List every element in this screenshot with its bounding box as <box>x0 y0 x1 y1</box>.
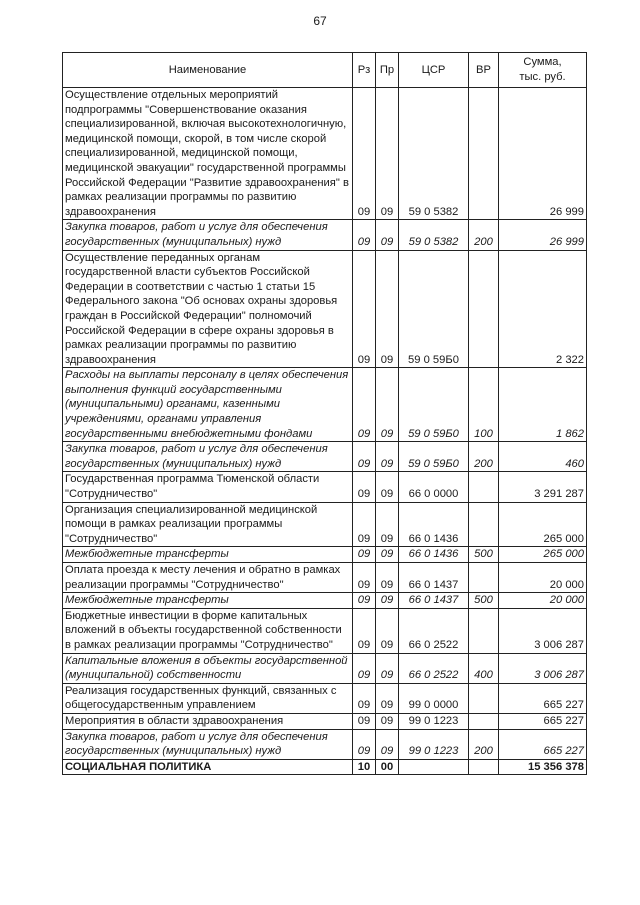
table-row <box>63 653 587 683</box>
table-row <box>63 88 587 220</box>
table-row <box>63 593 587 609</box>
header-sum-line1: Сумма, <box>523 56 562 69</box>
table-row <box>63 547 587 563</box>
row-sum: 26 999 <box>499 88 587 220</box>
row-sum: 665 227 <box>499 729 587 759</box>
row-sum: 20 000 <box>499 593 587 609</box>
row-pr: 09 <box>376 729 399 759</box>
row-csr: 99 0 1223 <box>399 729 469 759</box>
row-rz: 09 <box>353 502 376 547</box>
row-vr: 400 <box>469 653 499 683</box>
row-csr: 99 0 0000 <box>399 683 469 713</box>
row-vr: 200 <box>469 220 499 250</box>
row-rz: 09 <box>353 472 376 502</box>
row-rz: 09 <box>353 442 376 472</box>
row-pr: 09 <box>376 502 399 547</box>
row-pr: 09 <box>376 547 399 563</box>
row-pr: 09 <box>376 563 399 593</box>
row-vr <box>469 502 499 547</box>
row-csr: 59 0 59Б0 <box>399 442 469 472</box>
row-sum: 665 227 <box>499 683 587 713</box>
row-rz: 09 <box>353 713 376 729</box>
row-pr: 09 <box>376 593 399 609</box>
row-vr <box>469 759 499 775</box>
table-row <box>63 250 587 368</box>
header-sum-line2: тыс. руб. <box>519 71 566 83</box>
table-row <box>63 563 587 593</box>
row-name: Капитальные вложения в объекты государственной (муниципальной) собственности <box>63 653 353 683</box>
row-sum: 1 862 <box>499 368 587 442</box>
row-csr: 99 0 1223 <box>399 713 469 729</box>
row-csr: 59 0 5382 <box>399 88 469 220</box>
row-vr: 200 <box>469 442 499 472</box>
row-name: Осуществление отдельных мероприятий подпрограммы "Совершенствование оказания специализированной, включая высокотехнологичную, медицинской помощи, скорой, в том числе скорой специализированной, медицинской помощи, медицинской эвакуации" государственной программы Российской Федерации "Развитие здравоохранения" в рамках реализации программы по развитию здравоохранения <box>63 88 353 220</box>
row-pr: 09 <box>376 608 399 653</box>
row-pr: 09 <box>376 88 399 220</box>
header-pr: Пр <box>376 53 399 88</box>
row-sum: 3 291 287 <box>499 472 587 502</box>
row-vr: 200 <box>469 729 499 759</box>
row-name: Межбюджетные трансферты <box>63 593 353 609</box>
row-name: Мероприятия в области здравоохранения <box>63 713 353 729</box>
row-csr: 59 0 59Б0 <box>399 250 469 368</box>
table-row <box>63 713 587 729</box>
row-pr: 00 <box>376 759 399 775</box>
table-row <box>63 502 587 547</box>
row-vr <box>469 608 499 653</box>
row-vr <box>469 683 499 713</box>
row-csr: 59 0 5382 <box>399 220 469 250</box>
row-pr: 09 <box>376 713 399 729</box>
row-vr: 100 <box>469 368 499 442</box>
page-number: 67 <box>313 14 327 28</box>
row-rz: 09 <box>353 547 376 563</box>
table-row <box>63 729 587 759</box>
row-pr: 09 <box>376 368 399 442</box>
row-name: Межбюджетные трансферты <box>63 547 353 563</box>
row-csr: 66 0 1437 <box>399 563 469 593</box>
header-row <box>63 53 587 88</box>
header-rz: Рз <box>353 53 376 88</box>
row-rz: 10 <box>353 759 376 775</box>
row-csr: 66 0 1436 <box>399 502 469 547</box>
row-vr <box>469 88 499 220</box>
row-csr: 59 0 59Б0 <box>399 368 469 442</box>
row-pr: 09 <box>376 472 399 502</box>
row-csr <box>399 759 469 775</box>
row-vr <box>469 472 499 502</box>
row-rz: 09 <box>353 683 376 713</box>
budget-table <box>62 52 587 775</box>
table-row <box>63 220 587 250</box>
row-vr <box>469 713 499 729</box>
row-sum: 665 227 <box>499 713 587 729</box>
table-row <box>63 368 587 442</box>
row-name: Расходы на выплаты персоналу в целях обеспечения выполнения функций государственными (муниципальными) органами, казенными учреждениями, органами управления государственными внебюджетными фондами <box>63 368 353 442</box>
row-rz: 09 <box>353 250 376 368</box>
row-vr <box>469 250 499 368</box>
row-name: Закупка товаров, работ и услуг для обеспечения государственных (муниципальных) нужд <box>63 220 353 250</box>
row-name: Осуществление переданных органам государственной власти субъектов Российской Федерации в соответствии с частью 1 статьи 15 Федерального закона "Об основах охраны здоровья граждан в Российской Федерации" полномочий Российской Федерации в сфере охраны здоровья в рамках реализации программы по развитию здравоохранения <box>63 250 353 368</box>
row-name: Закупка товаров, работ и услуг для обеспечения государственных (муниципальных) нужд <box>63 442 353 472</box>
header-vr: ВР <box>469 53 499 88</box>
row-sum: 265 000 <box>499 502 587 547</box>
header-name: Наименование <box>63 53 353 88</box>
row-pr: 09 <box>376 442 399 472</box>
row-name: Реализация государственных функций, связанных с общегосударственным управлением <box>63 683 353 713</box>
row-csr: 66 0 0000 <box>399 472 469 502</box>
row-sum: 26 999 <box>499 220 587 250</box>
row-name: СОЦИАЛЬНАЯ ПОЛИТИКА <box>63 759 353 775</box>
row-pr: 09 <box>376 653 399 683</box>
table-row-section-total <box>63 759 587 775</box>
row-vr: 500 <box>469 593 499 609</box>
table-row <box>63 442 587 472</box>
header-csr: ЦСР <box>399 53 469 88</box>
table-row <box>63 683 587 713</box>
row-name: Оплата проезда к месту лечения и обратно в рамках реализации программы "Сотрудничество" <box>63 563 353 593</box>
row-csr: 66 0 2522 <box>399 608 469 653</box>
row-name: Государственная программа Тюменской области "Сотрудничество" <box>63 472 353 502</box>
row-rz: 09 <box>353 88 376 220</box>
row-name: Закупка товаров, работ и услуг для обеспечения государственных (муниципальных) нужд <box>63 729 353 759</box>
row-pr: 09 <box>376 683 399 713</box>
row-rz: 09 <box>353 593 376 609</box>
row-csr: 66 0 2522 <box>399 653 469 683</box>
row-vr <box>469 563 499 593</box>
row-rz: 09 <box>353 368 376 442</box>
header-sum <box>499 53 587 88</box>
row-name: Бюджетные инвестиции в форме капитальных вложений в объекты государственной собственности в рамках реализации программы "Сотрудничество" <box>63 608 353 653</box>
row-sum: 15 356 378 <box>499 759 587 775</box>
row-csr: 66 0 1437 <box>399 593 469 609</box>
row-name: Организация специализированной медицинской помощи в рамках реализации программы "Сотрудничество" <box>63 502 353 547</box>
table-row <box>63 608 587 653</box>
row-vr: 500 <box>469 547 499 563</box>
row-sum: 460 <box>499 442 587 472</box>
row-sum: 3 006 287 <box>499 608 587 653</box>
row-sum: 20 000 <box>499 563 587 593</box>
row-csr: 66 0 1436 <box>399 547 469 563</box>
row-rz: 09 <box>353 729 376 759</box>
table-row <box>63 472 587 502</box>
row-sum: 3 006 287 <box>499 653 587 683</box>
row-pr: 09 <box>376 220 399 250</box>
row-sum: 2 322 <box>499 250 587 368</box>
row-pr: 09 <box>376 250 399 368</box>
row-rz: 09 <box>353 653 376 683</box>
row-sum: 265 000 <box>499 547 587 563</box>
row-rz: 09 <box>353 563 376 593</box>
row-rz: 09 <box>353 220 376 250</box>
row-rz: 09 <box>353 608 376 653</box>
